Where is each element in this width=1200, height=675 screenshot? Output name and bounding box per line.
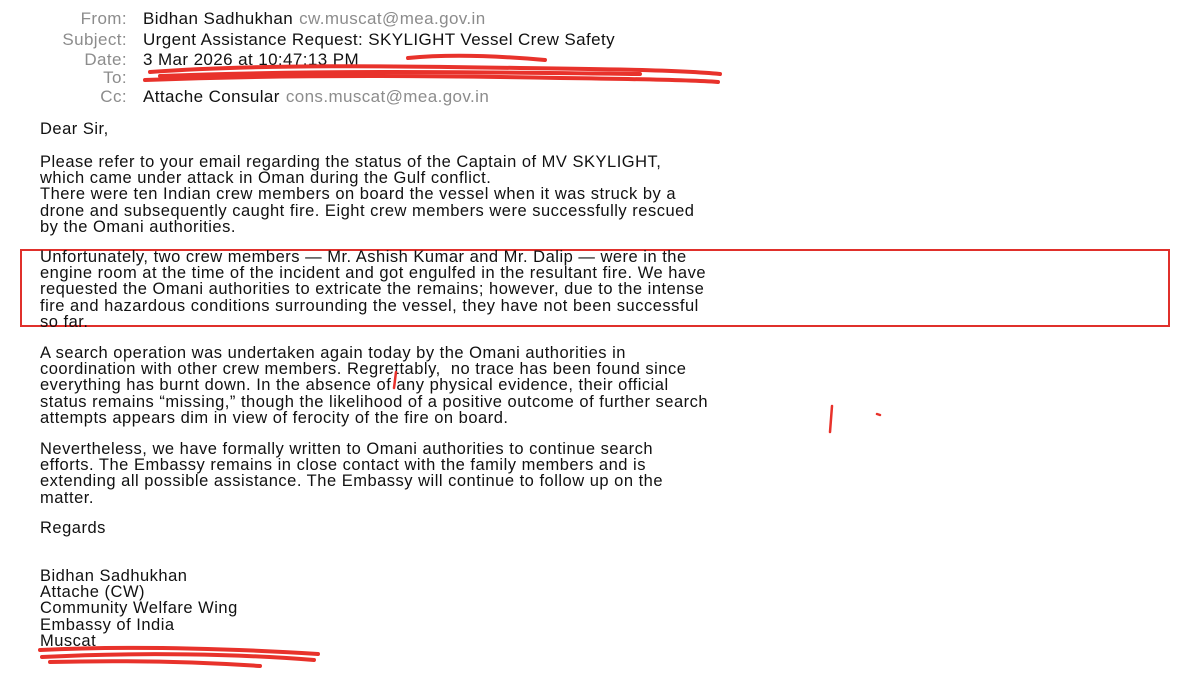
paragraph-line: efforts. The Embassy remains in close contact with the family members and is: [40, 456, 646, 475]
from-value[interactable]: [143, 9, 486, 29]
paragraph-1: [40, 154, 694, 235]
from-label: From:: [80, 9, 127, 28]
subject-label: Subject:: [62, 30, 127, 49]
cc-address[interactable]: cons.muscat@mea.gov.in: [285, 87, 490, 106]
paragraph-2-highlighted: [40, 249, 706, 330]
cc-name: Attache Consular: [143, 87, 280, 106]
paragraph-line: fire and hazardous conditions surrounding the vessel, they have not been successful: [40, 296, 699, 315]
paragraph-3: [40, 345, 708, 426]
cc-label: Cc:: [100, 87, 127, 106]
subject-value: Urgent Assistance Request: SKYLIGHT Vessel Crew Safety: [143, 30, 615, 49]
from-address[interactable]: cw.muscat@mea.gov.in: [299, 9, 486, 28]
closing: Regards: [40, 519, 106, 537]
paragraph-line: matter.: [40, 488, 94, 507]
paragraph-line: requested the Omani authorities to extricate the remains; however, due to the intense: [40, 280, 705, 299]
paragraph-line: drone and subsequently caught fire. Eight crew members were successfully rescued: [40, 201, 695, 220]
signature-wing: Community Welfare Wing: [40, 599, 238, 618]
greeting: Dear Sir,: [40, 120, 109, 138]
paragraph-line: extending all possible assistance. The Embassy will continue to follow up on the: [40, 472, 664, 491]
to-value-redacted: [143, 68, 723, 86]
paragraph-line: Unfortunately, two crew members — Mr. Ashish Kumar and Mr. Dalip — were in the: [40, 248, 687, 266]
paragraph-line: coordination with other crew members. Regrettably, no trace has been found since: [40, 360, 687, 379]
paragraph-line: so far.: [40, 312, 89, 331]
paragraph-line: engine room at the time of the incident and got engulfed in the resultant fire. We have: [40, 264, 707, 283]
paragraph-line: which came under attack in Oman during the Gulf conflict.: [40, 169, 492, 188]
paragraph-line: everything has burnt down. In the absence of any physical evidence, their official: [40, 376, 669, 395]
cc-value[interactable]: [143, 87, 489, 107]
to-label: To:: [103, 68, 127, 87]
paragraph-line: A search operation was undertaken again today by the Omani authorities in: [40, 344, 626, 362]
paragraph-line: There were ten Indian crew members on board the vessel when it was struck by a: [40, 185, 677, 204]
paragraph-line: by the Omani authorities.: [40, 217, 236, 236]
paragraph-line: Please refer to your email regarding the status of the Captain of MV SKYLIGHT,: [40, 153, 662, 171]
date-value: 3 Mar 2026 at 10:47:13 PM: [143, 50, 360, 69]
signature-embassy: Embassy of India: [40, 615, 175, 634]
paragraph-4: [40, 441, 663, 506]
date-label: Date:: [84, 50, 127, 69]
paragraph-line: attempts appears dim in view of ferocity of the fire on board.: [40, 408, 509, 427]
signature-name: Bidhan Sadhukhan: [40, 567, 188, 585]
paragraph-line: Nevertheless, we have formally written to Omani authorities to continue search: [40, 440, 654, 458]
signature-city: Muscat: [40, 631, 97, 650]
from-name: Bidhan Sadhukhan: [143, 9, 294, 28]
signature-block: [40, 568, 238, 649]
paragraph-line: status remains “missing,” though the likelihood of a positive outcome of further search: [40, 392, 709, 411]
signature-title: Attache (CW): [40, 583, 146, 602]
